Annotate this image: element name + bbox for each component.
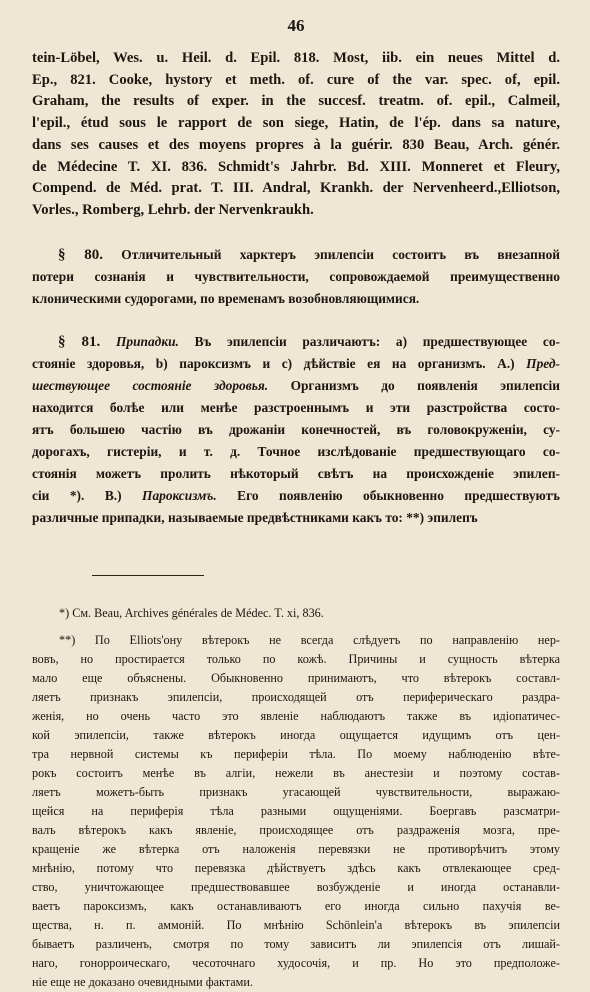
- footnote-2-line: ваетъ пароксизмъ, какъ останавливаютъ его иногда сильно пахучія ве-: [32, 898, 560, 913]
- footnote-2-line: ляетъ можетъ-быть признакъ угасающей чувствительности, выражаю-: [32, 784, 560, 799]
- section-81-subheading: Пароксизмъ.: [142, 487, 217, 503]
- reference-line: Ep., 821. Cooke, hystory et meth. of. cure of the var. spec. of, epil.: [32, 71, 560, 88]
- section-81-subheading: Пред-: [526, 355, 560, 371]
- section-81-text: Его появленію обыкновенно предшествуютъ: [237, 487, 560, 503]
- footnote-2-line: ство, уничтожающее предшествовавшее возбужденіе и иногда останавли-: [32, 879, 560, 894]
- bibliography-references: [32, 48, 560, 222]
- reference-line: dans ses causes et des moyens propres à la guérir. 830 Beau, Arch. génér.: [32, 136, 560, 153]
- reference-line: tein-Löbel, Wes. u. Heil. d. Epil. 818. Most, iib. ein neues Mittel d.: [32, 50, 560, 66]
- section-81-line: [32, 485, 560, 507]
- reference-line: l'epil., étud sous le rapport de son siege, Hatin, de l'ép. dans sa nature,: [32, 115, 560, 132]
- footnote-separator: [92, 575, 204, 576]
- footnote-2-line: вовъ, но простирается только по кожѣ. Причины и сущность вѣтерка: [32, 651, 560, 666]
- footnote-2-line: тра нервной системы къ периферіи тѣла. По моему наблюденію вѣте-: [32, 746, 560, 761]
- footnote-2-line: валъ вѣтерокъ какъ явленіе, происходящее отъ раздраженія мозга, пре-: [32, 822, 560, 837]
- section-80-paragraph: [32, 244, 560, 310]
- section-81-title: Припадки.: [115, 333, 179, 349]
- section-81-line: [32, 353, 560, 375]
- section-80-number: § 80.: [58, 246, 103, 263]
- footnote-2-line: ляетъ признакъ эпилепсіи, происходящей отъ периферическаго раздра-: [32, 689, 560, 704]
- reference-line: de Médecine T. XI. 836. Schmidt's Jahrbr. Bd. XIII. Monneret et Fleury,: [32, 158, 560, 175]
- footnote-2-line: бываетъ различенъ, смотря по тому зависитъ ли эпилепсія отъ лишай-: [32, 936, 560, 951]
- footnote-2-line: кращеніе же вѣтерка отъ наложенія перевязки не противорѣчитъ этому: [32, 841, 560, 856]
- reference-line: Vorles., Romberg, Lehrb. der Nervenkraukh.: [32, 201, 314, 218]
- section-81-line: различные припадки, называемые предвѣстниками какъ то: **) эпилепъ: [32, 509, 478, 525]
- footnote-2-line: мало еще объяснены. Обыкновенно принимаютъ, что вѣтерокъ составл-: [32, 670, 560, 685]
- section-81-subheading: шествующее состояніе здоровья.: [32, 377, 269, 393]
- footnote-2-line: кой эпилепсіи, также вѣтерокъ иногда ощущается идущимъ отъ цен-: [32, 727, 560, 742]
- footnote-2-line: **) По Elliots'ону вѣтерокъ не всегда слѣдуетъ по направленію нер-: [59, 632, 560, 647]
- reference-line: Graham, the results of exper. in the succesf. treatm. of. epil., Calmeil,: [32, 93, 560, 110]
- section-81-line: ятъ большею частію въ дрожаніи конечностей, въ головокруженіи, су-: [32, 421, 560, 437]
- reference-line: Compend. de Méd. prat. T. III. Andral, Krankh. der Nervenheerd.,Elliotson,: [32, 180, 560, 197]
- footnote-2-line: щества, н. п. аммоній. По мнѣнію Schönlein'а вѣтерокъ въ эпилепсіи: [32, 917, 560, 932]
- footnotes: [32, 604, 560, 992]
- footnote-2-line: ніе еще не доказано очевидными фактами.: [32, 974, 253, 989]
- section-80-line: клоническими судорогами, по временамъ возобновляющимися.: [32, 290, 420, 306]
- footnote-2-line: наго, гонорроическаго, чесоточнаго худосочія, и пр. Но это предположе-: [32, 955, 560, 970]
- footnote-1: *) См. Beau, Archives générales de Médec. T. xi, 836.: [59, 605, 324, 620]
- section-81-text: Организмъ до появленія эпилепсіи: [290, 377, 560, 393]
- section-80-line: потери сознанія и чувствительности, сопровождаемой преимущественно: [32, 268, 560, 284]
- section-80-text: Отличительный харктеръ эпилепсіи состоитъ въ внезапной: [121, 246, 560, 262]
- section-81-line: дорогахъ, гистеріи, и т. д. Точное изслѣдованіе предшествующаго со-: [32, 443, 560, 459]
- section-81-paragraph: [32, 331, 560, 529]
- section-81-text: Въ эпилепсіи различаютъ: а) предшествующее со-: [194, 333, 560, 349]
- footnote-2-line: рокъ состоитъ менѣе въ алгіи, нежели въ анестезіи и поэтому состав-: [32, 765, 560, 780]
- section-81-line: стоянія можетъ пролить нѣкоторый свѣтъ на происхожденіе эпилеп-: [32, 465, 560, 481]
- section-81-line: [32, 375, 560, 397]
- section-81-number: § 81.: [58, 333, 101, 350]
- footnote-2-line: мнѣнію, потому что перевязка дѣйствуетъ здѣсь какъ отвлекающее сред-: [32, 860, 560, 875]
- section-81-line: [32, 331, 560, 353]
- page-number: 46: [287, 16, 305, 35]
- section-81-line: находится болѣе или менѣе разстроеннымъ и эти разстройства состо-: [32, 399, 560, 415]
- section-81-text: стояніе здоровья, b) пароксизмъ и с) дѣйствіе ея на организмъ. А.): [32, 355, 515, 371]
- footnote-2-line: женія, но очень часто это явленіе наблюдаютъ также въ идіопатичес-: [32, 708, 560, 723]
- footnote-2-line: щейся на периферія тѣла разными ощущеніями. Боергавъ разсматри-: [32, 803, 560, 818]
- section-80-line: [32, 244, 560, 266]
- section-81-text: сіи *). В.): [32, 487, 122, 503]
